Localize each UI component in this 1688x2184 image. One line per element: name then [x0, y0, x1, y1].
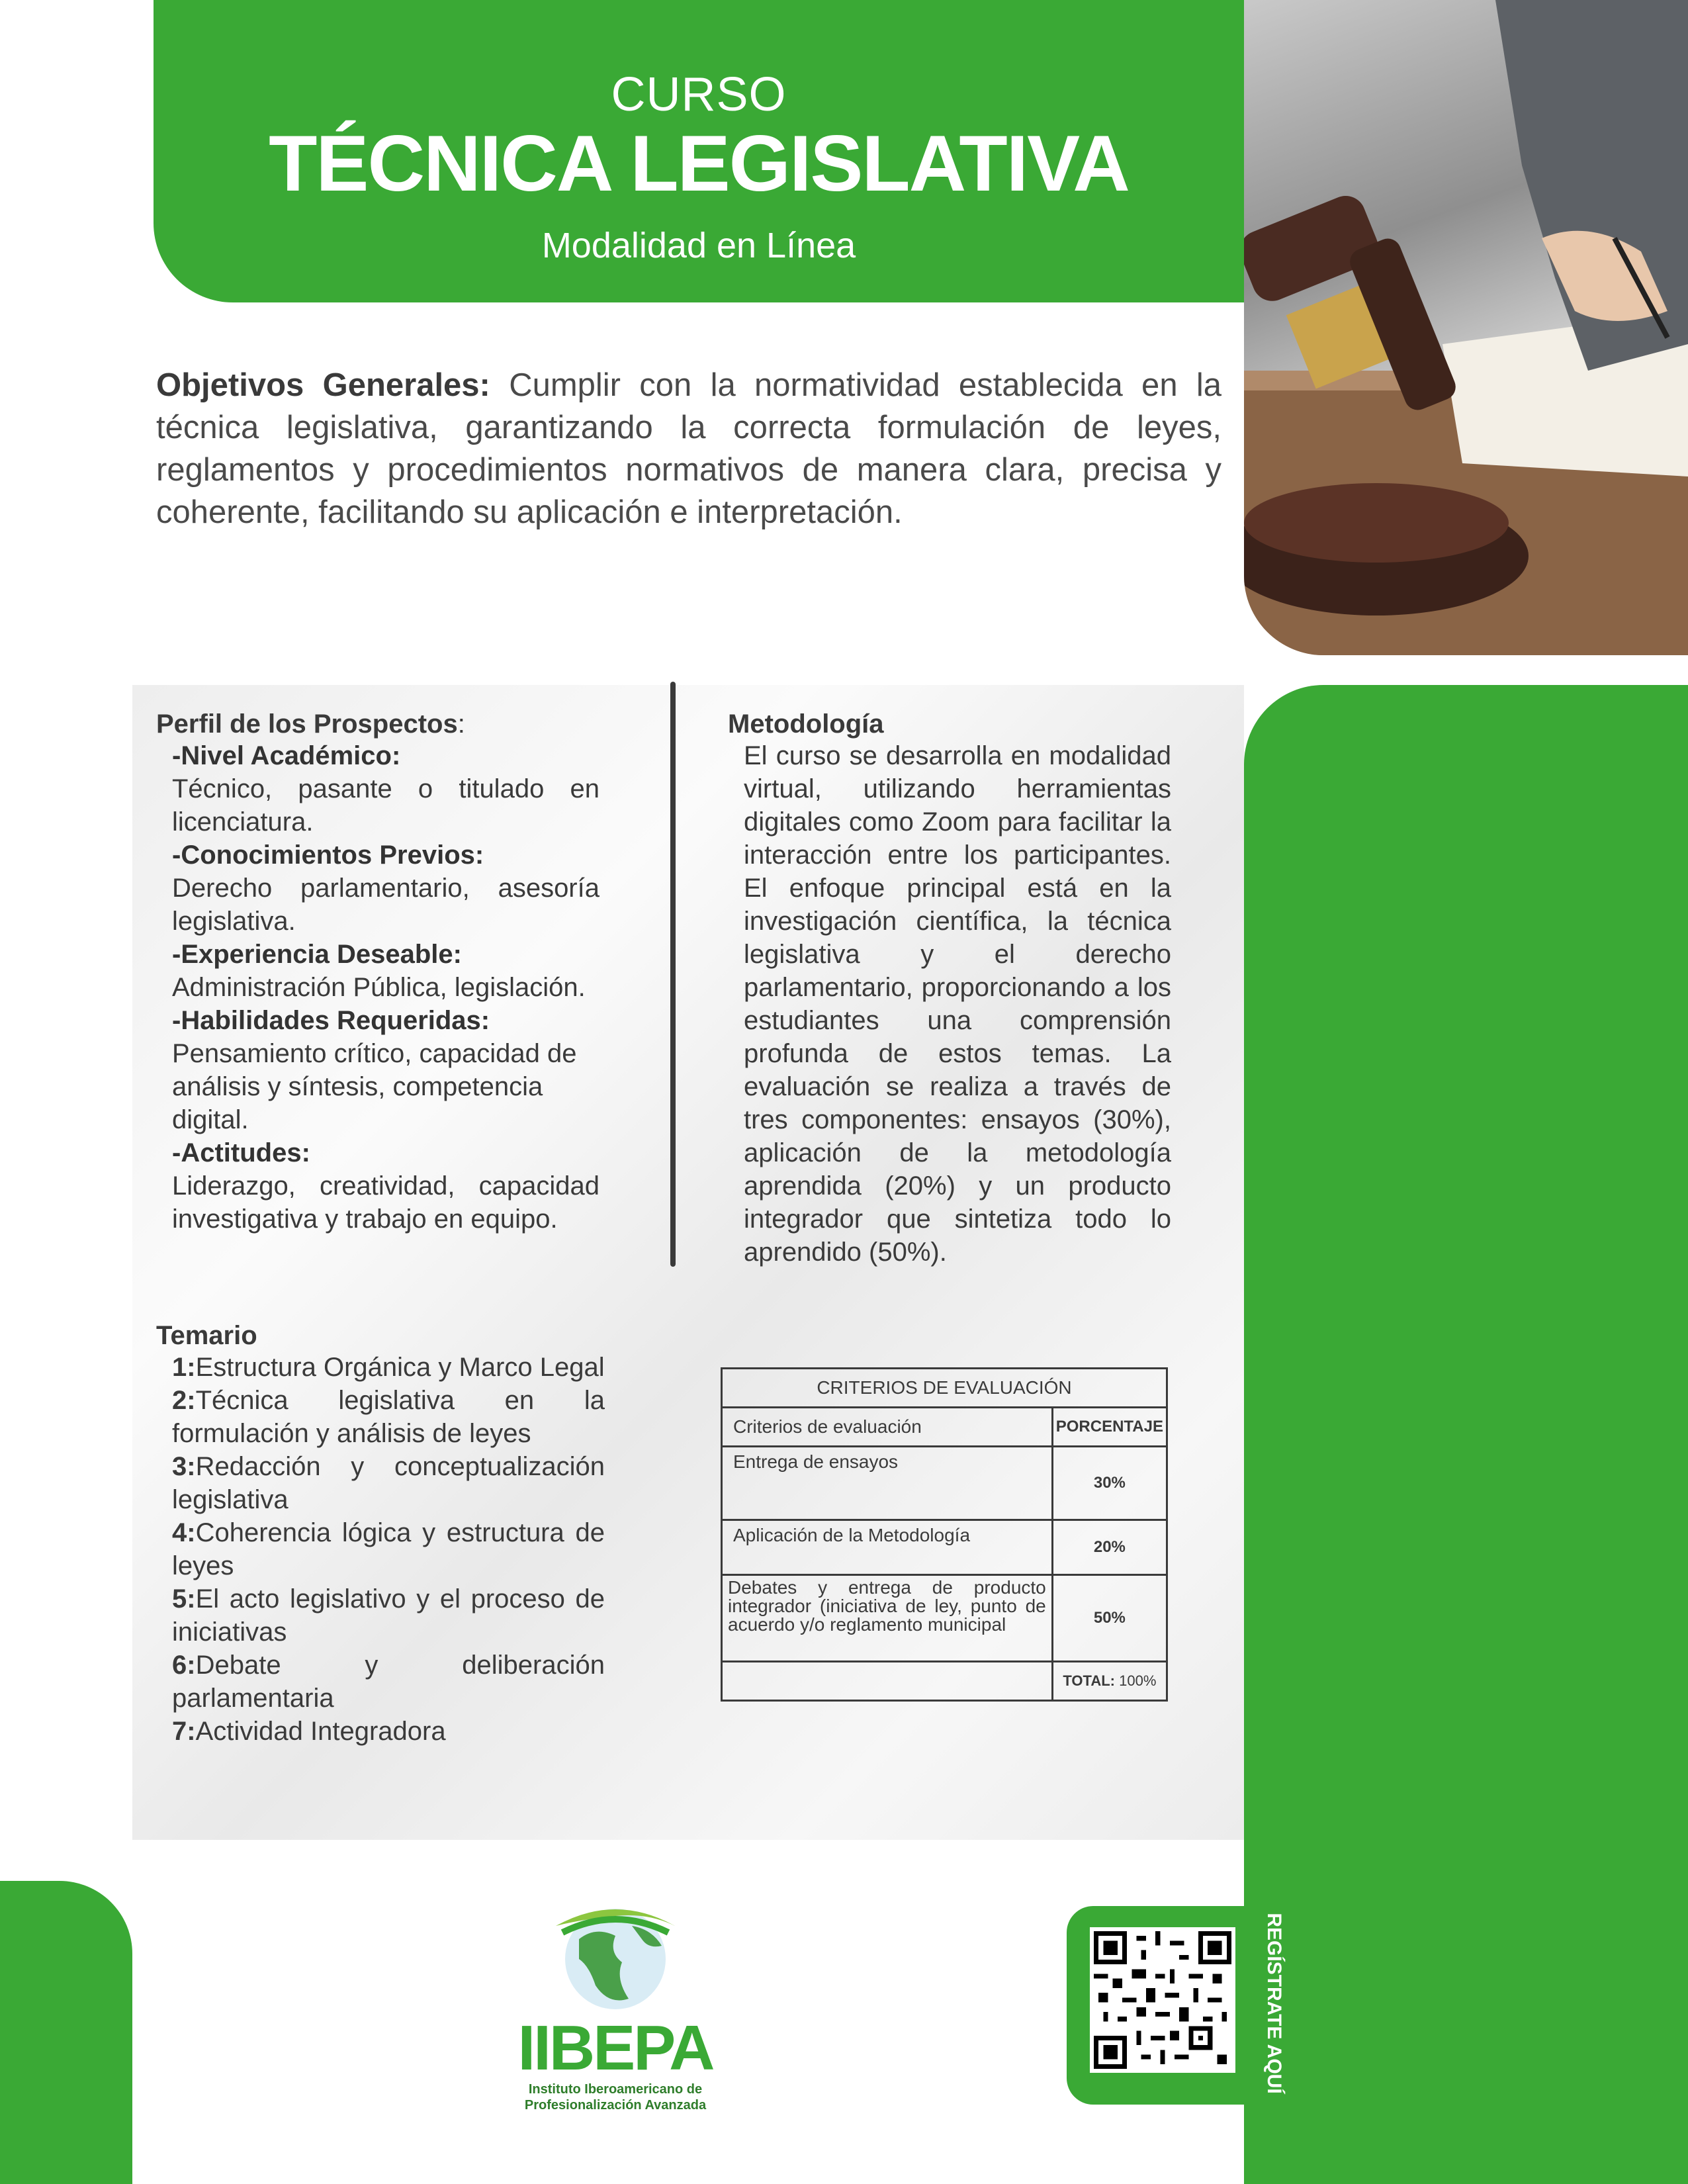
syllabus-section [156, 1321, 605, 1748]
bottom-left-green-shape [0, 1881, 132, 2184]
register-label[interactable]: REGÍSTRATE AQUÍ [1263, 1913, 1285, 2094]
profile-item-label: -Actitudes: [172, 1138, 310, 1167]
course-modality: Modalidad en Línea [541, 226, 856, 265]
profile-title: Perfil de los Prospectos [156, 709, 458, 739]
profile-title-colon: : [457, 709, 465, 739]
evaluation-criteria-table [721, 1367, 1168, 1702]
profile-item-text: Pensamiento crítico, capacidad de análisis y síntesis, competencia digital. [172, 1039, 577, 1134]
profile-item-text: Técnico, pasante o titulado en licenciatura. [172, 774, 600, 837]
objectives-text: Cumplir con la normatividad establecida en la técnica legislativa, garantizando la correcta formulación de leyes, reglamentos y procedimientos normativos de manera clara, precisa y coherente, facilitando su aplicación e interpretación. [156, 367, 1222, 530]
syllabus-item: 3:Redacción y conceptualización legislativa [172, 1452, 605, 1514]
course-title: TÉCNICA LEGISLATIVA [269, 119, 1129, 208]
table-cell-criterion: Aplicación de la Metodología [722, 1520, 1053, 1575]
methodology-title: Metodología [728, 709, 884, 739]
syllabus-item: 5:El acto legislativo y el proceso de iniciativas [172, 1584, 605, 1647]
objectives-paragraph [156, 364, 1222, 533]
table-cell-percentage: 50% [1052, 1575, 1167, 1662]
table-header-percentage: PORCENTAJE [1052, 1408, 1167, 1447]
qr-code[interactable] [1090, 1927, 1235, 2073]
logo-subtitle-line1: Instituto Iberoamericano de [528, 2082, 703, 2097]
profile-item-text: Liderazgo, creatividad, capacidad investigativa y trabajo en equipo. [172, 1171, 600, 1234]
syllabus-title: Temario [156, 1321, 257, 1350]
course-label: CURSO [611, 68, 787, 121]
objectives-label: Objetivos Generales: [156, 367, 490, 403]
profile-section [156, 709, 600, 1236]
profile-item-label: -Experiencia Deseable: [172, 940, 462, 969]
profile-item-text: Derecho parlamentario, asesoría legislativa. [172, 874, 600, 936]
profile-item-text: Administración Pública, legislación. [172, 973, 586, 1002]
methodology-section [728, 709, 1171, 1269]
logo-subtitle-line2: Profesionalización Avanzada [524, 2098, 707, 2113]
right-green-panel [1244, 685, 1688, 2184]
table-cell-percentage: 20% [1052, 1520, 1167, 1575]
profile-item-label: -Nivel Académico: [172, 741, 401, 770]
profile-item-label: -Conocimientos Previos: [172, 841, 484, 870]
profile-item-label: -Habilidades Requeridas: [172, 1006, 490, 1035]
syllabus-item: 7:Actividad Integradora [172, 1717, 446, 1746]
syllabus-item: 1:Estructura Orgánica y Marco Legal [172, 1353, 605, 1382]
table-header-criteria: Criterios de evaluación [722, 1408, 1053, 1447]
table-cell-percentage: 30% [1052, 1447, 1167, 1520]
table-cell-criterion: Debates y entrega de producto integrador (iniciativa de ley, punto de acuerdo y/o reglamento municipal [722, 1575, 1053, 1662]
logo-name: IIBEPA [517, 2013, 713, 2083]
methodology-text: El curso se desarrolla en modalidad virtual, utilizando herramientas digitales como Zoom para facilitar la interacción entre los participantes. El enfoque principal está en la investigación científica, la técnica legislativa y el derecho parlamentario, proporcionando a los estudiantes una comprensión profunda de estos temas. La evaluación se realiza a través de tres componentes: ensayos (30%), aplicación de la metodología aprendida (20%) y un producto integrador que sintetiza todo lo aprendido (50%). [744, 741, 1171, 1267]
column-divider [670, 682, 676, 1267]
gavel-photo [1244, 0, 1688, 655]
table-total: TOTAL: 100% [1052, 1662, 1167, 1701]
syllabus-item: 4:Coherencia lógica y estructura de leyes [172, 1518, 605, 1580]
syllabus-item: 2:Técnica legislativa en la formulación y análisis de leyes [172, 1386, 605, 1448]
table-cell-empty [722, 1662, 1053, 1701]
table-cell-criterion: Entrega de ensayos [722, 1447, 1053, 1520]
syllabus-item: 6:Debate y deliberación parlamentaria [172, 1651, 605, 1713]
table-caption: CRITERIOS DE EVALUACIÓN [722, 1369, 1167, 1408]
